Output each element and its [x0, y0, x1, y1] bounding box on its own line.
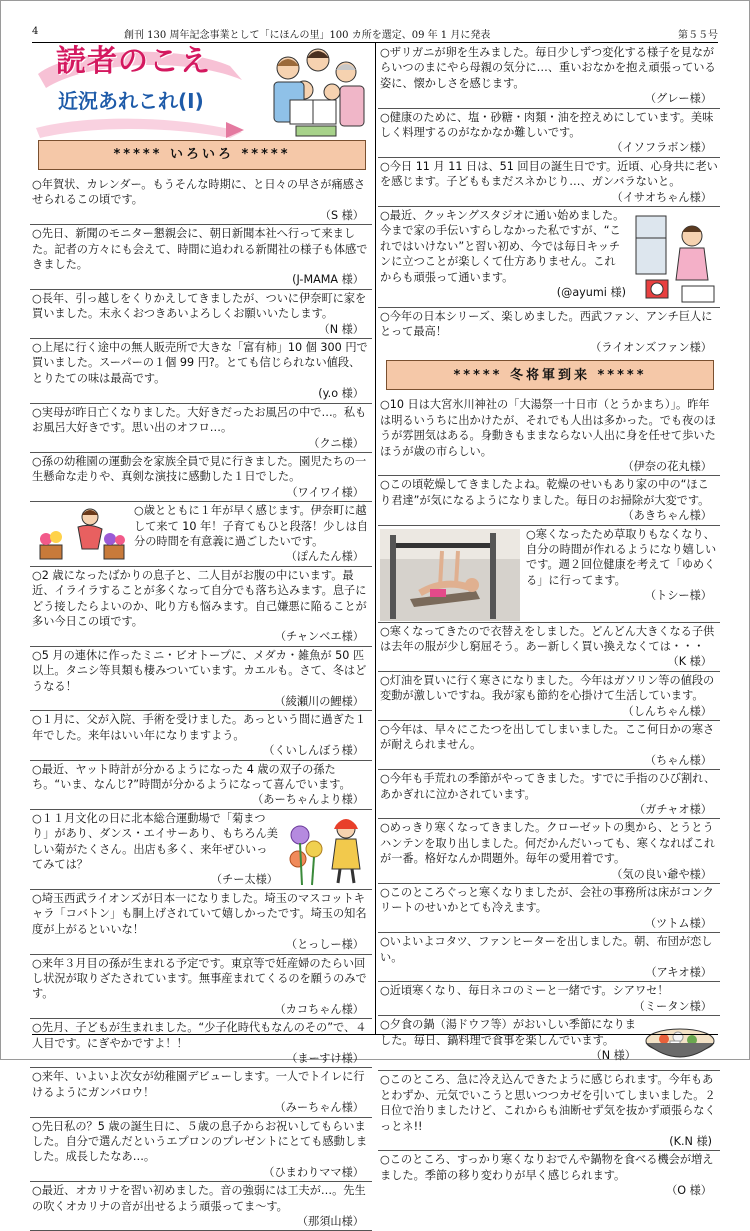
section-header-iroiro: ***** いろいろ ***** [38, 140, 366, 170]
letter-item: ○近頃寒くなり、毎日ネコのミーと一緒です。シアワセ！ （ミータン様） [378, 982, 720, 1016]
letter-item: ○夕食の鍋（湯ドウフ等）がおいしい季節になりました。毎日、鍋料理で食事を楽しんでいます。 （N 様） [378, 1016, 720, 1071]
letter-item: ○先日、新聞のモニター懇親会に、朝日新聞本社へ行って来ました。記者の方々にも会えて、時間に追われる新聞社の様子も体感できました。 (J-MAMA 様） [30, 225, 372, 290]
bottom-rule [32, 1034, 718, 1035]
family-reading-illustration [260, 46, 370, 138]
letter-item: ○来年、いよいよ次女が幼稚園デビューします。一人でトイレに行けるようにガンバロウ！ （みーちゃん様） [30, 1068, 372, 1117]
gym-workout-photo [380, 529, 520, 621]
letter-item: ○今年も手荒れの季節がやってきました。すでに手指のひび割れ、あかぎれに泣かされています。 （ガチャオ様） [378, 770, 720, 819]
letter-item: ○最近、ヤット時計が分かるようになった 4 歳の双子の孫たち。“いま、なんじ?”時間が分かるようになって喜んでいます。 （あーちゃんより様） [30, 761, 372, 810]
letter-item: ○10 日は大宮氷川神社の「大湯祭一十日市（とうかまち）」。昨年は明るいうちに出かけたが、それでも人出は多かった。でも夜のほうが雰囲気はある。身動きもままならない人出に身を任せて歩いたほうが歳の市らしい。 （伊奈の花丸様） [378, 396, 720, 476]
letter-item: ○１１月文化の日に北本総合運動場で「菊まつり」があり、ダンス・エイサーあり、もちろん美しい菊がたくさん。出店も多く、来年ぜひいってみては？ （チー太様） [30, 810, 372, 890]
page-header [32, 0, 718, 40]
gardening-woman-illustration [32, 505, 128, 563]
letter-item: ○このところぐっと寒くなりましたが、会社の事務所は床がコンクリートのせいかとても冷えます。 （ツトム様） [378, 884, 720, 933]
letter-item: ○2 歳になったばかりの息子と、二人目がお腹の中にいます。最近、イライラすることが多くなって自分でも落ち込みます。息子にどう接したらよいのか、叱り方も悩みます。自己嫌悪に陥ることが多い今日この頃です。 （チャンベエ様） [30, 567, 372, 647]
section-header-toushou: ***** 冬将軍到来 ***** [386, 360, 714, 390]
letter-item: ○上尾に行く途中の無人販売所で大きな「富有柿」10 個 300 円で買いました。スーパーの１個 99 円?。とても信じられない値段、とりたての味は最高です。 (y.o 様） [30, 339, 372, 404]
chrysanthemum-girl-illustration [284, 813, 370, 887]
letter-item: ○寒くなってきたので衣替えをしました。どんどん大きくなる子供は去年の服が少し窮屈そう。あー新しく買い換えなくては・・・ （K 様） [378, 623, 720, 672]
right-column [378, 44, 720, 1200]
hot-pot-illustration [642, 1019, 718, 1069]
left-column [30, 44, 372, 1231]
letter-item: ○5 月の連休に作ったミニ・ビオトープに、メダカ・雑魚が 50 匹以上。タニシ等貝類も棲みついています。カエルも。さて、冬はどうなる！ （綾瀬川の鯉様） [30, 647, 372, 712]
page-title: 読者のこえ [56, 44, 211, 79]
issue-number: 第５５号 [678, 30, 718, 41]
letter-item: ○実母が昨日亡くなりました。大好きだったお風呂の中で…。私もお風呂大好きです。思い出のオフロ…。 （クニ様） [30, 404, 372, 453]
letter-item: ○今日 11 月 11 日は、51 回目の誕生日です。近頃、心身共に老いを感じます。子どももまだスネかじり…、ガンバラないと。 （イサオちゃん様） [378, 158, 720, 207]
page-subtitle: 近況あれこれ(Ⅰ) [58, 89, 204, 113]
letter-item: ○最近、オカリナを習い初めました。音の強弱には工夫が…。先生の吹くオカリナの音が出せるよう頑張ってま～す。 （那須山様） [30, 1182, 372, 1231]
letter-item: ○先日私の？5 歳の誕生日に、５歳の息子からお祝いしてもらいました。自分で選んだというエプロンのプレゼントにとても感動しました。成長したなあ…。 （ひまわりママ様） [30, 1118, 372, 1183]
letter-item: ○いよいよコタツ、ファンヒーターを出しました。朝、布団が恋しい。 （アキオ様） [378, 933, 720, 982]
letter-item: ○健康のために、塩・砂糖・肉類・油を控えめにしています。美味しく料理するのがなかなか難しいです。 （イソフラボン様） [378, 109, 720, 158]
letter-item: ○年賀状、カレンダー。もうそんな時期に、と日々の早さが痛感させられるこの頃です。 （S 様） [30, 176, 372, 225]
letter-item: ○最近、クッキングスタジオに通い始めました。今まで家の手伝いすらしなかった私ですが、“これではいけない”と習い初め、今では毎日キッチンに立つことが楽しくて仕方ありません。これからも頑張って通います。 (@ayumi 様) [378, 207, 720, 308]
letter-item: ○めっきり寒くなってきました。クローゼットの奥から、とうとうハンテンを取り出しました。何だかんだいっても、寒くなればこれが一番。格好なんか問題外。毎年の愛用着です。 （気の良い爺や様） [378, 819, 720, 884]
letter-item: ○１月に、父が入院、手術を受けました。あっという間に過ぎた１年でした。来年はいい年になりますよう。 （くいしんぼう様） [30, 711, 372, 760]
letter-item: ○埼玉西武ライオンズが日本一になりました。埼玉のマスコットキャラ「コバトン」も胴上げされていて嬉しかったです。埼玉の知名度が上がるといいな！ （とっしー様） [30, 890, 372, 955]
title-block [30, 44, 372, 140]
letter-item: ○ザリガニが卵を生みました。毎日少しずつ変化する様子を見ながらいつのまにやら母親の気分に…、重いおなかを抱え頑張っている姿に、懐かしさを感じます。 （グレー様） [378, 44, 720, 109]
letter-item: ○今年の日本シリーズ、楽しめました。西武ファン、アンチ巨人にとって最高！ （ライオンズファン様） [380, 310, 713, 354]
letter-item: ○この頃乾燥してきましたよね。乾燥のせいもあり家の中の“ほこり君達”が気になるようになりました。毎日のお掃除が大変です。 （あきちゃん様） [378, 476, 720, 525]
page-number: 4 [32, 26, 39, 37]
cooking-illustration [632, 210, 718, 306]
letter-item: ○このところ、急に冷え込んできたように感じられます。今年もあとわずか、元気でいこうと思いつつカゼを引いてしまいました。２日位で治りましたけど、これからも油断せず気を抜かず頑張らなくっとネ!! (K.N 様) [378, 1071, 720, 1151]
letter-item: ○灯油を買いに行く寒さになりました。今年はガソリン等の値段の変動が激しいですね。我が家も節約を心掛けて生活しています。 （しんちゃん様） [378, 672, 720, 721]
letter-item: ○今年は、早々にこたつを出してしまいました。ここ何日かの寒さが耐えられません。 （ちゃん様） [378, 721, 720, 770]
letter-item: ○孫の幼稚園の運動会を家族全員で見に行きました。園児たちの一生懸命な走りや、真剣な演技に感動した１日でした。 （ワイワイ様） [30, 453, 372, 502]
header-announcement: 創刊 130 周年記念事業として「にほんの里」100 カ所を選定、09 年 1 月に発表 [124, 30, 491, 41]
letter-item: ○歳とともに１年が早く感じます。伊奈町に越して来て 10 年！子育てもひと段落！少しは自分の時間を有意義に過ごしたいです。 （ぽんたん様） [30, 502, 372, 567]
letter-item: ○先月、子どもが生まれました。“少子化時代もなんのその”で、４人目です。にぎやかですよ！！ （まーすけ様） [30, 1019, 372, 1068]
letter-item: ○長年、引っ越しをくりかえしてきましたが、ついに伊奈町に家を買いました。末永くおつきあいよろしくお願いいたします。 （N 様） [30, 290, 372, 339]
column-divider [375, 42, 376, 1034]
letter-item: ○来年３月目の孫が生まれる予定です。東京等で妊産婦のたらい回し状況が取りざたされています。無事産まれてくるのを願うのみです。 （カコちゃん様） [30, 955, 372, 1020]
letter-item: ○寒くなったため草取りもなくなり、自分の時間が作れるようになり嬉しいです。週２回位健康を考えて「ゆめくる」に行ってます。 （トシー様） [378, 526, 720, 623]
letter-item: ○このところ、すっかり寒くなりおでんや鍋物を食べる機会が増えました。季節の移り変わりが早く感じられます。 （O 様） [380, 1153, 714, 1198]
